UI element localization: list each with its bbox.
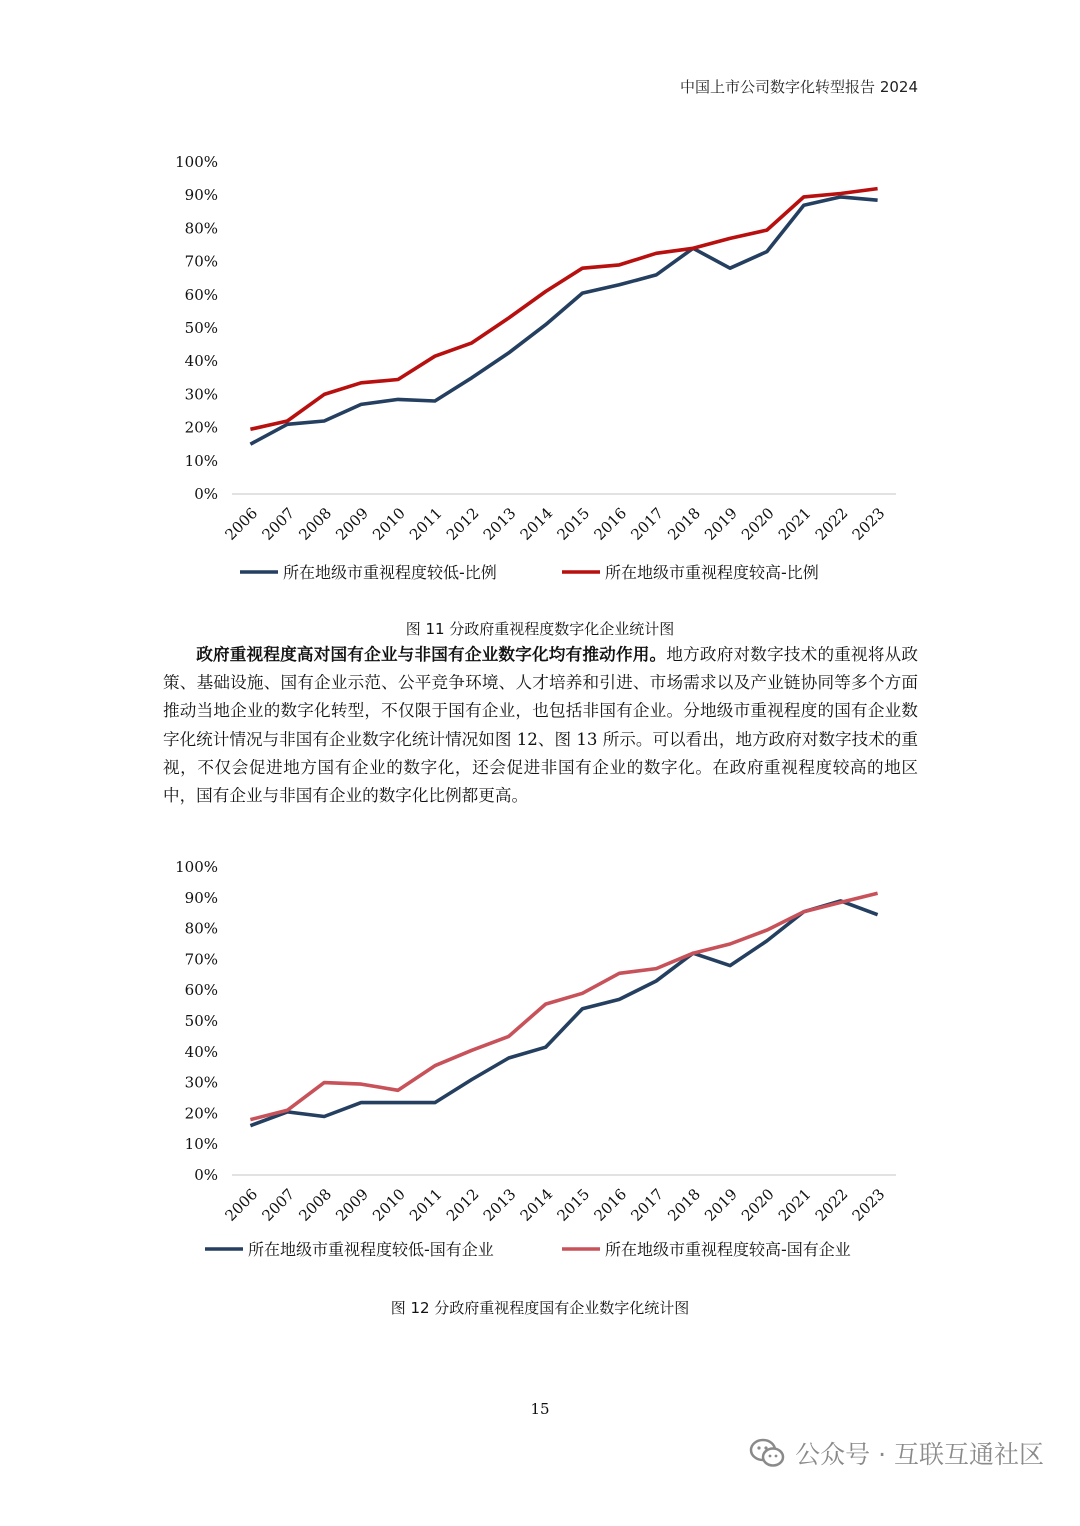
figure-11-caption: 图 11 分政府重视程度数字化企业统计图 <box>405 620 675 638</box>
y-tick-label: 80% <box>184 919 218 938</box>
x-tick-label: 2022 <box>811 504 852 544</box>
y-tick-label: 20% <box>184 418 218 437</box>
x-tick-label: 2014 <box>516 1185 557 1225</box>
paragraph-text: 地方政府对数字技术的重视将从政策、基础设施、国有企业示范、公平竞争环境、人才培养和引进、市场需求以及产业链协同等多个方面推动当地企业的数字化转型，不仅限于国有企业，也包括非国有企业。分地级市重视程度的国有企业数字化统计情况与非国有企业数字化统计情况如图 12、图 13 所示。可以看出，地方政府对数字技术的重视，不仅会促进地方国有企业的数字化，还会促进非国有企业的数字化。在政府重视程度较高的地区中，国有企业与非国有企业的数字化比例都更高。 <box>163 645 919 806</box>
x-tick-label: 2008 <box>295 1185 336 1225</box>
x-tick-label: 2014 <box>516 504 557 544</box>
x-tick-label: 2010 <box>369 504 409 544</box>
legend-label: 所在地级市重视程度较低-国有企业 <box>248 1240 494 1259</box>
x-tick-label: 2016 <box>590 1185 631 1225</box>
y-tick-label: 40% <box>184 1042 218 1061</box>
legend-label: 所在地级市重视程度较低-比例 <box>283 563 497 582</box>
watermark-text: 公众号 · 互联互通社区 <box>795 1440 1044 1469</box>
y-tick-label: 10% <box>184 451 218 470</box>
x-tick-label: 2021 <box>774 1185 815 1225</box>
x-tick-label: 2019 <box>701 504 741 544</box>
y-tick-label: 90% <box>184 888 218 907</box>
legend-label: 所在地级市重视程度较高-比例 <box>605 563 819 582</box>
legend-label: 所在地级市重视程度较高-国有企业 <box>605 1240 851 1259</box>
x-tick-label: 2022 <box>811 1185 852 1225</box>
body-paragraph <box>163 640 918 810</box>
y-tick-label: 60% <box>184 981 218 1000</box>
y-tick-label: 0% <box>194 485 218 503</box>
series-line-low <box>250 197 877 444</box>
x-tick-label: 2011 <box>405 504 446 544</box>
x-tick-label: 2018 <box>664 1185 704 1225</box>
x-tick-label: 2015 <box>553 504 594 544</box>
y-tick-label: 50% <box>184 1012 218 1030</box>
paragraph-lead: 政府重视程度高对国有企业与非国有企业数字化均有推动作用。 <box>196 644 667 664</box>
x-tick-label: 2013 <box>479 504 520 544</box>
y-tick-label: 0% <box>194 1166 218 1184</box>
x-tick-label: 2007 <box>258 504 299 544</box>
x-tick-label: 2020 <box>737 504 778 544</box>
x-tick-label: 2021 <box>774 504 815 544</box>
y-tick-label: 100% <box>175 858 218 876</box>
wechat-icon <box>749 1438 785 1468</box>
x-tick-label: 2006 <box>221 1185 262 1225</box>
x-tick-label: 2008 <box>295 504 336 544</box>
x-tick-label: 2023 <box>848 1185 889 1225</box>
watermark <box>749 1435 1044 1471</box>
x-tick-label: 2016 <box>590 504 631 544</box>
y-tick-label: 60% <box>184 285 218 304</box>
y-tick-label: 30% <box>184 1073 218 1092</box>
y-tick-label: 50% <box>184 319 218 337</box>
x-tick-label: 2019 <box>701 1185 741 1225</box>
y-tick-label: 30% <box>184 385 218 404</box>
x-tick-label: 2023 <box>848 504 889 544</box>
y-tick-label: 100% <box>175 153 218 171</box>
y-tick-label: 90% <box>184 186 218 205</box>
x-tick-label: 2010 <box>369 1185 409 1225</box>
y-tick-label: 10% <box>184 1135 218 1154</box>
x-tick-label: 2011 <box>405 1185 446 1225</box>
x-tick-label: 2012 <box>442 504 483 544</box>
x-tick-label: 2012 <box>442 1185 483 1225</box>
x-tick-label: 2013 <box>479 1185 520 1225</box>
x-tick-label: 2017 <box>627 504 668 544</box>
chart-figure-12 <box>0 850 1080 1280</box>
x-tick-label: 2015 <box>553 1185 594 1225</box>
x-tick-label: 2009 <box>332 504 372 544</box>
y-tick-label: 40% <box>184 352 218 371</box>
chart-figure-11 <box>0 140 1080 610</box>
x-tick-label: 2007 <box>258 1185 299 1225</box>
y-tick-label: 20% <box>184 1104 218 1123</box>
figure-12-caption: 图 12 分政府重视程度国有企业数字化统计图 <box>390 1299 690 1317</box>
x-tick-label: 2018 <box>664 504 704 544</box>
x-tick-label: 2006 <box>221 504 262 544</box>
page-header: 中国上市公司数字化转型报告 2024 <box>680 78 918 96</box>
x-tick-label: 2017 <box>627 1185 668 1225</box>
page-number: 15 <box>530 1400 550 1418</box>
y-tick-label: 70% <box>184 950 218 969</box>
series-line-low <box>250 901 877 1126</box>
x-tick-label: 2009 <box>332 1185 372 1225</box>
x-tick-label: 2020 <box>737 1185 778 1225</box>
y-tick-label: 80% <box>184 219 218 238</box>
y-tick-label: 70% <box>184 252 218 271</box>
